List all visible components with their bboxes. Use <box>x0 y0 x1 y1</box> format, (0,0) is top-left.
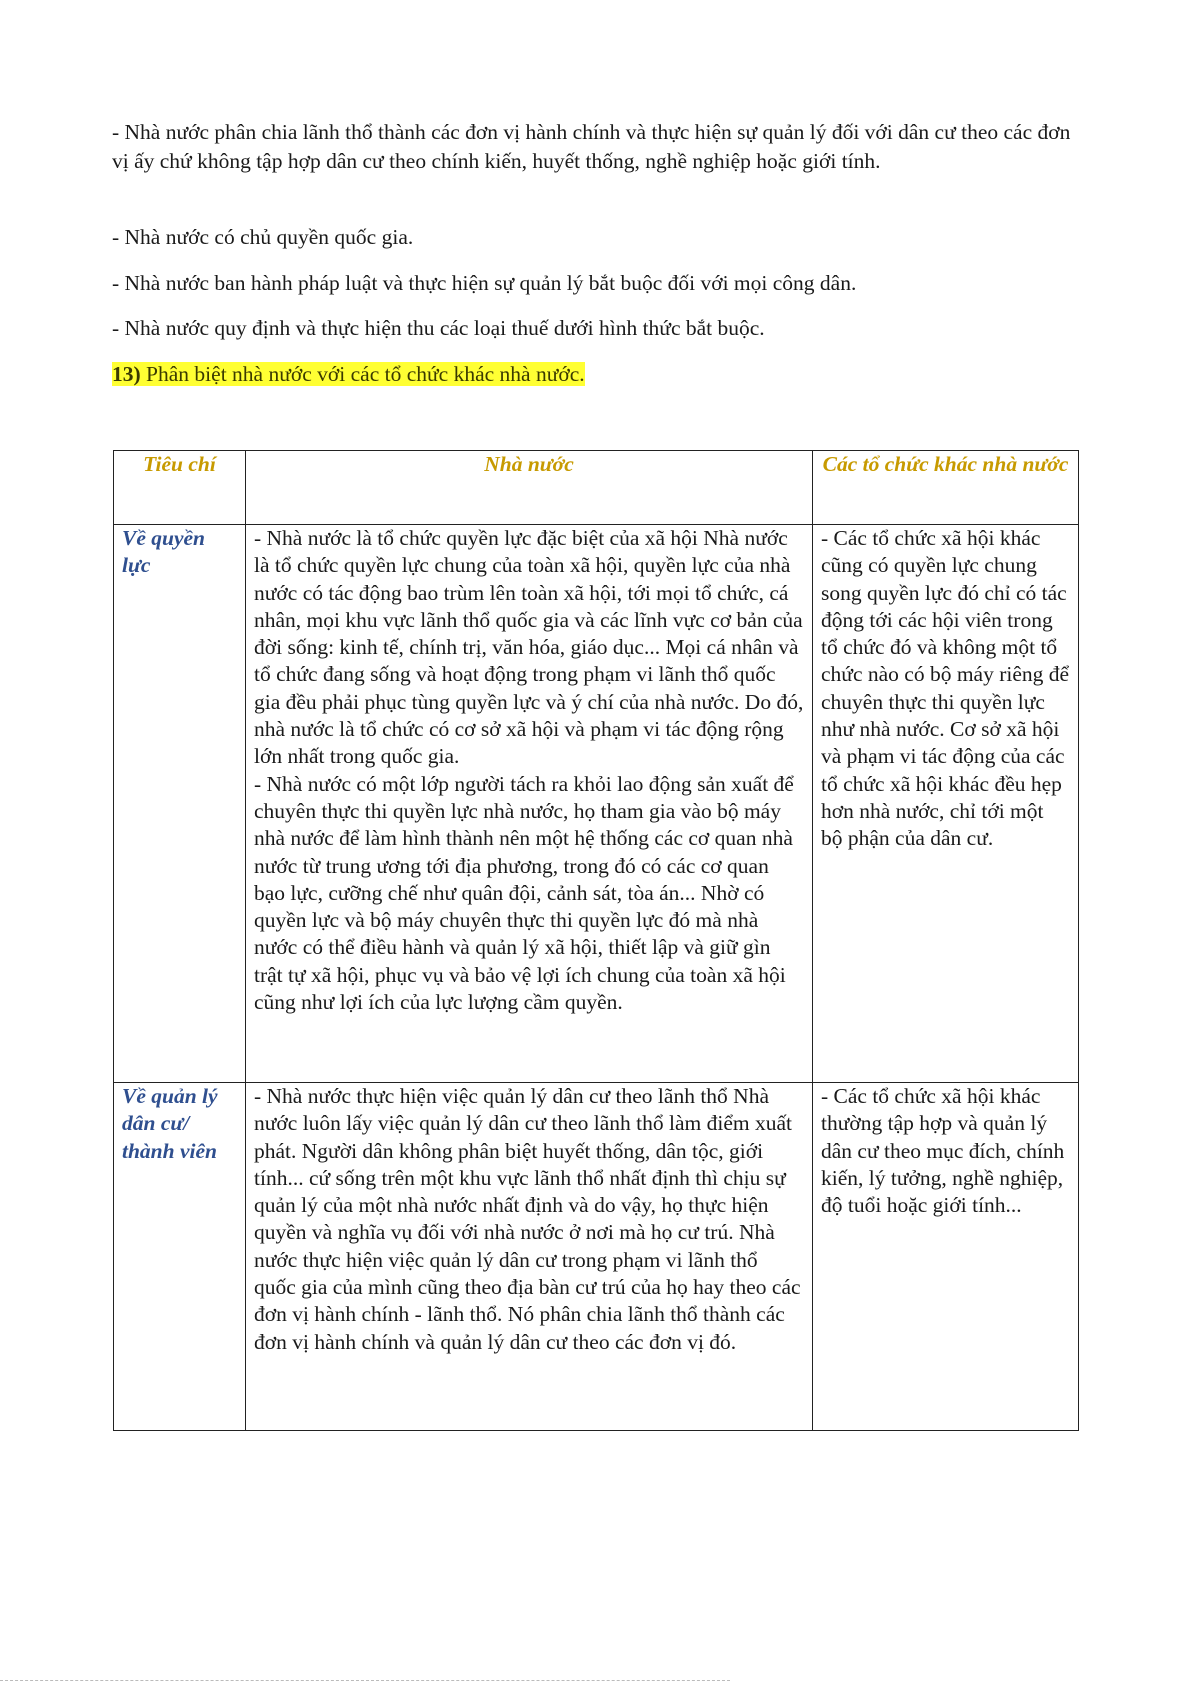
state-cell <box>246 1083 813 1431</box>
other-cell: - Các tổ chức xã hội khác cũng có quyền lực chung song quyền lực đó chỉ có tác động tới các hội viên trong tổ chức đó và không một tổ chức nào có bộ máy riêng để chuyên thực thi quyền lực như nhà nước. Cơ sở xã hội và phạm vi tác động của các tổ chức xã hội khác đều hẹp hơn nhà nước, chỉ tới một bộ phận của dân cư. <box>813 525 1079 1083</box>
criterion-cell: Về quyền lực <box>114 525 246 1083</box>
header-state: Nhà nước <box>246 451 813 525</box>
header-other-organizations: Các tổ chức khác nhà nước <box>813 451 1079 525</box>
footer-divider <box>0 1680 730 1681</box>
heading-text: Phân biệt nhà nước với các tổ chức khác nhà nước. <box>146 362 585 386</box>
paragraph-law: - Nhà nước ban hành pháp luật và thực hiện sự quản lý bắt buộc đối với mọi công dân. <box>112 271 857 295</box>
table-row <box>114 525 1079 1083</box>
state-text: - Nhà nước có một lớp người tách ra khỏi lao động sản xuất để chuyên thực thi quyền lực nhà nước, họ tham gia vào bộ máy nhà nước để làm hình thành nên một hệ thống các cơ quan nhà nước từ trung ương tới địa phương, trong đó có các cơ quan bạo lực, cưỡng chế như quân đội, cảnh sát, tòa án... Nhờ có quyền lực và bộ máy chuyên thực thi quyền lực đó mà nhà nước có thể điều hành và quản lý xã hội, thiết lập và giữ gìn trật tự xã hội, phục vụ và bảo vệ lợi ích chung của toàn xã hội cũng như lợi ích của lực lượng cầm quyền. <box>254 771 794 1015</box>
comparison-table <box>113 450 1079 1431</box>
table-row <box>114 1083 1079 1431</box>
state-text: - Nhà nước thực hiện việc quản lý dân cư theo lãnh thổ Nhà nước luôn lấy việc quản lý dân cư theo lãnh thổ làm điểm xuất phát. Người dân không phân biệt huyết thống, dân tộc, giới tính... cứ sống trên một khu vực lãnh thổ nhất định thì chịu sự quản lý của một nhà nước nhất định và do vậy, họ thực hiện quyền và nghĩa vụ đối với nhà nước ở nơi mà họ cư trú. Nhà nước thực hiện việc quản lý dân cư trong phạm vi lãnh thổ quốc gia của mình cũng theo địa bàn cư trú của họ hay theo các đơn vị hành chính - lãnh thổ. Nó phân chia lãnh thổ thành các đơn vị hành chính và quản lý dân cư theo các đơn vị đó. <box>254 1084 801 1354</box>
criterion-cell: Về quản lý dân cư/ thành viên <box>114 1083 246 1431</box>
state-cell <box>246 525 813 1083</box>
paragraph-territory: - Nhà nước phân chia lãnh thổ thành các đơn vị hành chính và thực hiện sự quản lý đối với dân cư theo các đơn vị ấy chứ không tập hợp dân cư theo chính kiến, huyết thống, nghề nghiệp hoặc giới tính. <box>112 120 1071 173</box>
paragraph-tax: - Nhà nước quy định và thực hiện thu các loại thuế dưới hình thức bắt buộc. <box>112 316 765 340</box>
other-cell: - Các tổ chức xã hội khác thường tập hợp và quản lý dân cư theo mục đích, chính kiến, lý tưởng, nghề nghiệp, độ tuổi hoặc giới tính... <box>813 1083 1079 1431</box>
state-text: - Nhà nước là tổ chức quyền lực đặc biệt của xã hội Nhà nước là tổ chức quyền lực chung của toàn xã hội, quyền lực của nhà nước có tác động bao trùm lên toàn xã hội, tới mọi tổ chức, cá nhân, mọi khu vực lãnh thổ quốc gia và các lĩnh vực cơ bản của đời sống: kinh tế, chính trị, văn hóa, giáo dục... Mọi cá nhân và tổ chức đang sống và hoạt động trong phạm vi lãnh thổ quốc gia đều phải phục tùng quyền lực và ý chí của nhà nước. Do đó, nhà nước là tổ chức có cơ sở xã hội và phạm vi tác động rộng lớn nhất trong quốc gia. <box>254 526 804 769</box>
heading-highlight <box>112 362 585 386</box>
heading-number: 13) <box>112 362 141 386</box>
table-header-row <box>114 451 1079 525</box>
header-criterion: Tiêu chí <box>114 451 246 525</box>
paragraph-sovereignty: - Nhà nước có chủ quyền quốc gia. <box>112 225 414 249</box>
section-heading <box>112 360 1072 389</box>
